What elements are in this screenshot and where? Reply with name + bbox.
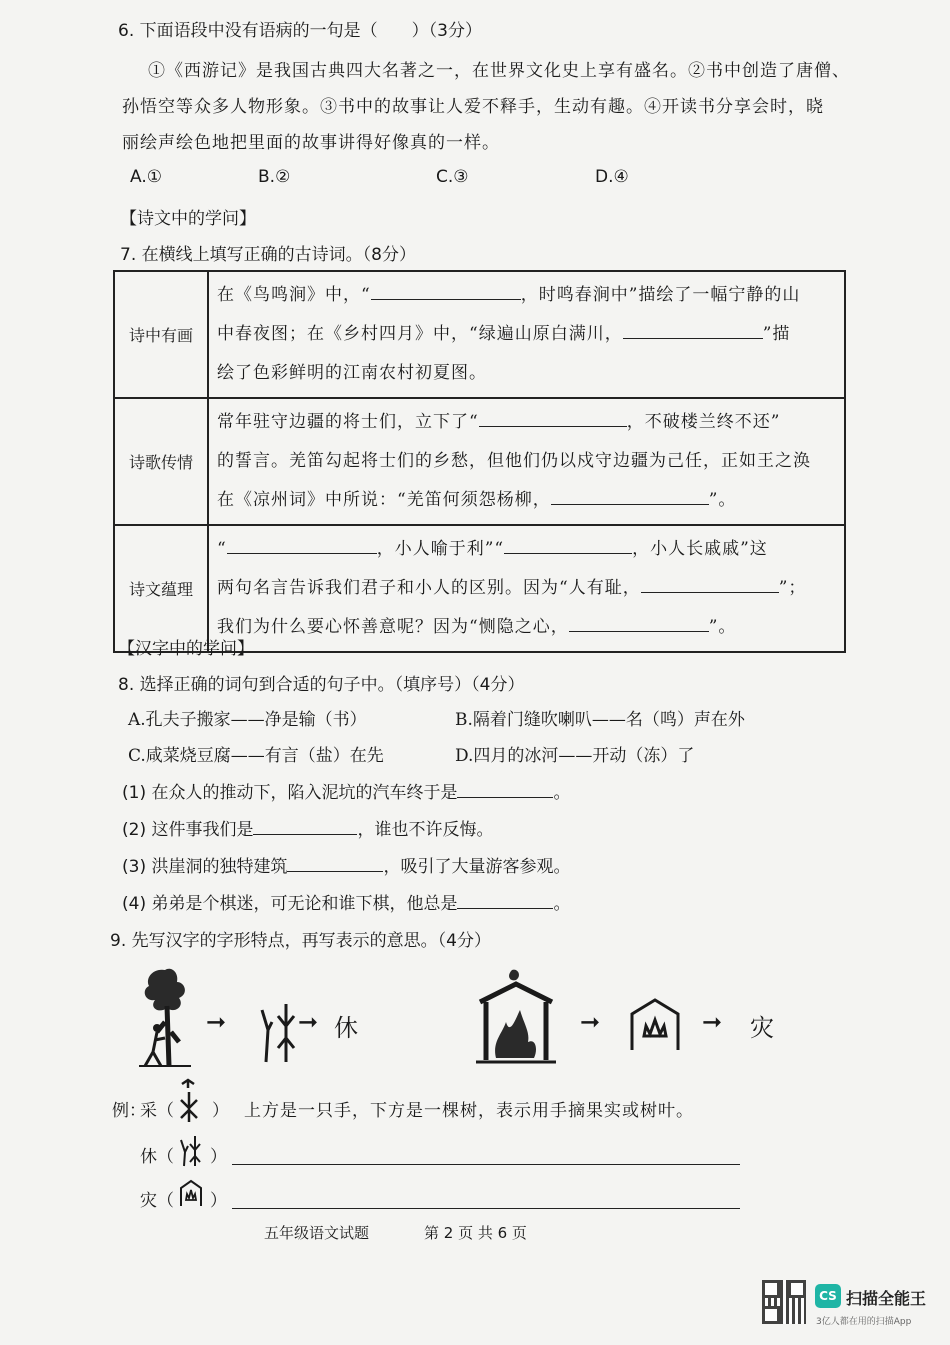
- zai-answer-close: ）: [210, 1191, 227, 1211]
- qr-corner: [762, 1306, 780, 1324]
- answer-blank[interactable]: [623, 322, 763, 339]
- q7-text: ”描: [762, 324, 791, 344]
- q7-text: 常年驻守边疆的将士们，立下了“: [217, 412, 479, 432]
- arrow-icon: ➞: [580, 1008, 601, 1036]
- answer-blank[interactable]: [371, 283, 521, 300]
- answer-blank[interactable]: [479, 410, 627, 427]
- q8-sentence-2: [122, 815, 493, 840]
- q7-text: ，小人长戚戚”这: [632, 539, 768, 559]
- answer-blank[interactable]: [457, 892, 553, 909]
- footer-page-number: 第 2 页 共 6 页: [424, 1224, 527, 1242]
- xiu-answer-line[interactable]: [232, 1164, 740, 1165]
- q8-option-b: B.隔着门缝吹喇叭——名（鸣）声在外: [455, 710, 745, 730]
- q7-text: 绘了色彩鲜明的江南农村初夏图。: [217, 363, 487, 383]
- q7-row-content: [208, 271, 845, 398]
- char-xiu: 休: [334, 1014, 358, 1042]
- xiu-answer-label: 休（: [140, 1147, 174, 1167]
- q8-option-c: C.咸菜烧豆腐——有言（盐）在先: [128, 746, 384, 766]
- example-label: 例：: [112, 1101, 146, 1121]
- q7-text: ，时鸣春涧中”描绘了一幅宁静的山: [520, 285, 801, 305]
- q6-option-d[interactable]: D.④: [595, 167, 629, 187]
- answer-blank[interactable]: [569, 615, 709, 632]
- q6-stem: 6. 下面语段中没有语病的一句是（ ）（3分）: [118, 21, 482, 41]
- q7-category-label: 诗中有画: [114, 271, 208, 398]
- q8-sentence-1: [122, 778, 570, 803]
- zai-answer-line[interactable]: [232, 1208, 740, 1209]
- q8-sentence-3: [122, 852, 570, 877]
- q8-text: (3) 洪崖洞的独特建筑: [122, 857, 288, 877]
- q7-row-reason: [114, 525, 845, 652]
- q7-text: ”；: [778, 578, 807, 598]
- q7-row-content: [208, 398, 845, 525]
- q7-poem-table: [113, 270, 846, 653]
- answer-blank[interactable]: [641, 576, 779, 593]
- q8-option-d: D.四月的冰河——开动（冻）了: [455, 746, 695, 766]
- q8-text: (4) 弟弟是个棋迷，可无论和谁下棋，他总是: [122, 894, 458, 914]
- q8-text: ，谁也不许反悔。: [357, 820, 494, 840]
- zai-oracle-glyph-icon: [628, 996, 682, 1052]
- q7-stem: 7. 在横线上填写正确的古诗词。（8分）: [120, 245, 416, 265]
- q8-sentence-4: [122, 889, 570, 914]
- q7-row-emotion: [114, 398, 845, 525]
- q6-passage-line1: ①《西游记》是我国古典四大名著之一，在世界文化史上享有盛名。②书中创造了唐僧、: [148, 61, 850, 81]
- example-close: ）: [212, 1101, 229, 1121]
- char-zai: 灾: [750, 1014, 774, 1042]
- section-heading-poem: 【诗文中的学问】: [120, 209, 256, 229]
- q8-text: 。: [553, 783, 571, 803]
- q8-option-a: A.孔夫子搬家——净是输（书）: [128, 710, 367, 730]
- burning-house-pictograph-icon: [472, 962, 560, 1068]
- answer-blank[interactable]: [457, 781, 553, 798]
- answer-blank[interactable]: [287, 855, 383, 872]
- q6-passage-line3: 丽绘声绘色地把里面的故事讲得好像真的一样。: [122, 133, 500, 153]
- xiu-oracle-glyph-icon: [258, 1000, 298, 1064]
- q7-text: 在《鸟鸣涧》中，“: [217, 285, 371, 305]
- xiu-answer-close: ）: [210, 1147, 227, 1167]
- footer-subject: 五年级语文试题: [264, 1224, 370, 1242]
- q8-text: (1) 在众人的推动下，陷入泥坑的汽车终于是: [122, 783, 458, 803]
- q8-text: (2) 这件事我们是: [122, 820, 254, 840]
- q8-text: 。: [553, 894, 571, 914]
- qr-code-icon: [762, 1280, 806, 1324]
- answer-blank[interactable]: [551, 488, 709, 505]
- camscanner-logo-icon: CS: [815, 1284, 841, 1308]
- example-text: 上方是一只手，下方是一棵树，表示用手摘果实或树叶。: [244, 1101, 694, 1121]
- q7-text: ，小人喻于利”“: [376, 539, 505, 559]
- q7-text: 我们为什么要心怀善意呢？因为“恻隐之心，: [217, 617, 569, 637]
- qr-corner: [762, 1280, 780, 1298]
- tree-person-pictograph-icon: [135, 962, 195, 1068]
- qr-corner: [788, 1280, 806, 1298]
- q7-row-content: [208, 525, 845, 652]
- answer-blank[interactable]: [253, 818, 357, 835]
- example-char: 采（: [140, 1101, 174, 1121]
- q6-passage-line2: 孙悟空等众多人物形象。③书中的故事让人爱不释手，生动有趣。④开读书分享会时，晓: [122, 97, 824, 117]
- q7-text: “: [217, 539, 227, 559]
- q7-row-picture: [114, 271, 845, 398]
- zai-answer-label: 灾（: [140, 1191, 174, 1211]
- q7-text: 在《凉州词》中所说：“羌笛何须怨杨柳，: [217, 490, 551, 510]
- q8-text: ，吸引了大量游客参观。: [383, 857, 571, 877]
- q7-text: 的誓言。羌笛勾起将士们的乡愁，但他们仍以戍守边疆为己任，正如王之涣: [217, 451, 811, 471]
- q7-category-label: 诗文蕴理: [114, 525, 208, 652]
- q8-stem: 8. 选择正确的词句到合适的句子中。（填序号）（4分）: [118, 675, 525, 695]
- q9-stem: 9. 先写汉字的字形特点，再写表示的意思。（4分）: [110, 931, 491, 951]
- cai-oracle-glyph-icon: [178, 1078, 200, 1124]
- q7-text: 两句名言告诉我们君子和小人的区别。因为“人有耻，: [217, 578, 641, 598]
- zai-small-glyph-icon: [178, 1178, 204, 1208]
- q7-text: ，不破楼兰终不还”: [626, 412, 781, 432]
- q6-option-b[interactable]: B.②: [258, 167, 291, 187]
- answer-blank[interactable]: [227, 537, 377, 554]
- watermark-tagline: 3亿人都在用的扫描App: [816, 1317, 912, 1327]
- watermark-app-name: 扫描全能王: [846, 1289, 927, 1308]
- arrow-icon: ➞: [298, 1008, 319, 1036]
- q7-text: 中春夜图；在《乡村四月》中，“绿遍山原白满川，: [217, 324, 623, 344]
- q7-text: ”。: [708, 617, 737, 637]
- arrow-icon: ➞: [702, 1008, 723, 1036]
- answer-blank[interactable]: [504, 537, 632, 554]
- arrow-icon: ➞: [206, 1008, 227, 1036]
- q6-option-c[interactable]: C.③: [436, 167, 469, 187]
- q6-option-a[interactable]: A.①: [130, 167, 162, 187]
- xiu-small-glyph-icon: [178, 1134, 202, 1168]
- q7-text: ”。: [708, 490, 737, 510]
- section-heading-hanzi: 【汉字中的学问】: [118, 639, 254, 659]
- q7-category-label: 诗歌传情: [114, 398, 208, 525]
